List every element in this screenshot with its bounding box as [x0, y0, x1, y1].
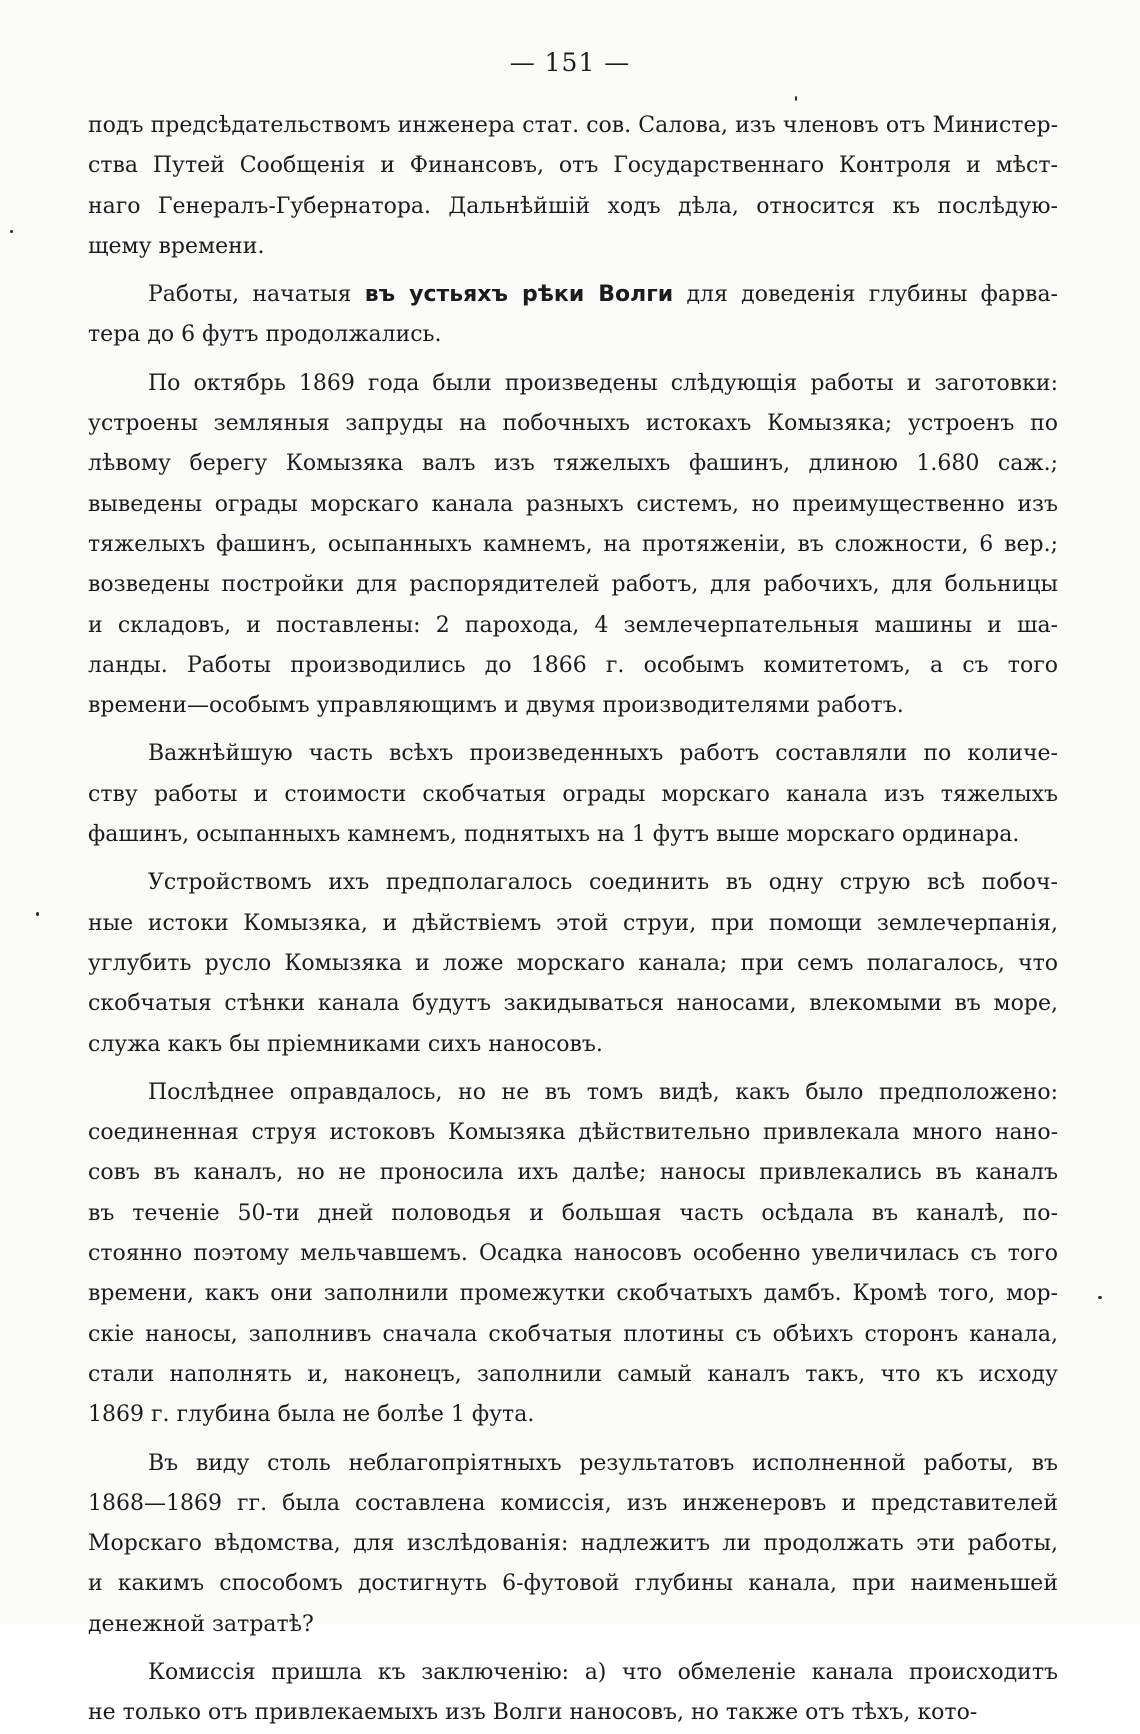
text-line: совъ въ каналъ, но не проносила ихъ далѣе; наносы привлекались въ каналъ — [88, 1160, 1058, 1186]
text-line: ланды. Работы производились до 1866 г. особымъ комитетомъ, а съ того — [88, 652, 1058, 678]
paragraph-gap — [88, 726, 1058, 734]
text-line: времени, какъ они заполнили промежутки скобчатыхъ дамбъ. Кромѣ того, мор- — [88, 1281, 1058, 1307]
text-line: не только отъ привлекаемыхъ изъ Волги наносовъ, но также отъ тѣхъ, кото- — [88, 1700, 978, 1726]
text-line: фашинъ, осыпанныхъ камнемъ, поднятыхъ на 1 футъ выше морскаго ординара. — [88, 822, 1020, 848]
text-line: Морскаго вѣдомства, для изслѣдованія: надлежитъ ли продолжать эти работы, — [88, 1531, 1058, 1557]
paragraph — [88, 734, 1058, 855]
paragraph — [88, 275, 1058, 356]
text-line: возведены постройки для распорядителей работъ, для рабочихъ, для больницы — [88, 572, 1058, 598]
text-line: щему времени. — [88, 233, 265, 259]
paragraph-gap — [88, 1645, 1058, 1653]
text-run: для доведенія глубины фарва- — [673, 282, 1058, 308]
text-line: времени—особымъ управляющимъ и двумя производителями работъ. — [88, 693, 904, 719]
text-line: денежной затратѣ? — [88, 1611, 314, 1637]
text-line: 1869 г. глубина была не болѣе 1 фута. — [88, 1402, 535, 1428]
paragraph-gap — [88, 356, 1058, 364]
text-line: и складовъ, и поставлены: 2 парохода, 4 землечерпательныя машины и ша- — [88, 612, 1058, 638]
text-line: скіе наносы, заполнивъ сначала скобчатыя плотины съ обѣихъ сторонъ канала, — [88, 1321, 1058, 1347]
text-line: соединенная струя истоковъ Комызяка дѣйствительно привлекала много нано- — [88, 1120, 1058, 1146]
paragraph — [88, 1653, 1058, 1734]
text-line: Послѣднее оправдалось, но не въ томъ видѣ, какъ было предположено: — [148, 1079, 1058, 1105]
text-line: ству работы и стоимости скобчатыя ограды морскаго канала изъ тяжелыхъ — [88, 781, 1058, 807]
paragraph — [88, 106, 1058, 267]
text-line: стоянно поэтому мельчавшемъ. Осадка наносовъ особенно увеличилась съ того — [88, 1241, 1058, 1267]
text-line: стали наполнять и, наконецъ, заполнили самый каналъ такъ, что къ исходу — [88, 1361, 1058, 1387]
text-line: Въ виду столь неблагопріятныхъ результатовъ исполненной работы, въ — [148, 1450, 1058, 1476]
text-line: въ теченіе 50-ти дней половодья и большая часть осѣдала въ каналѣ, по- — [88, 1200, 1058, 1226]
paragraph — [88, 863, 1058, 1064]
paragraph-gap — [88, 267, 1058, 275]
text-line: ные истоки Комызяка, и дѣйствіемъ этой струи, при помощи землечерпанія, — [88, 910, 1058, 936]
text-line: ства Путей Сообщенія и Финансовъ, отъ Государственнаго Контроля и мѣст- — [88, 153, 1058, 179]
scan-speck — [795, 96, 797, 101]
text-line: лѣвому берегу Комызяка валъ изъ тяжелыхъ фашинъ, длиною 1.680 саж.; — [88, 451, 1058, 477]
text-line: и какимъ способомъ достигнуть 6-футовой глубины канала, при наименьшей — [88, 1571, 1058, 1597]
text-line: скобчатыя стѣнки канала будутъ закидываться наносами, влекомыми въ море, — [88, 991, 1058, 1017]
scan-speck — [10, 230, 13, 233]
text-line: тяжелыхъ фашинъ, осыпанныхъ камнемъ, на протяженіи, въ сложности, 6 вер.; — [88, 531, 1058, 557]
text-line: выведены ограды морскаго канала разныхъ системъ, но преимущественно изъ — [88, 491, 1058, 517]
text-line: тера до 6 футъ продолжались. — [88, 322, 442, 348]
scan-speck — [36, 912, 39, 916]
paragraph — [88, 1073, 1058, 1436]
body-text — [88, 106, 1058, 1734]
text-line: углубить русло Комызяка и ложе морскаго канала; при семъ полагалось, что — [88, 950, 1058, 976]
text-line: подъ предсѣдательствомъ инженера стат. сов. Салова, изъ членовъ отъ Министер- — [88, 113, 1058, 138]
bold-text-run: въ устьяхъ рѣки Волги — [364, 282, 674, 308]
paragraph — [88, 1444, 1058, 1645]
paragraph-gap — [88, 1065, 1058, 1073]
text-run: Работы, начатыя — [148, 282, 365, 308]
text-line: Устройствомъ ихъ предполагалось соединить въ одну струю всѣ побоч- — [148, 870, 1058, 896]
text-line — [88, 275, 1058, 315]
paragraph — [88, 364, 1058, 727]
paragraph-gap — [88, 855, 1058, 863]
page-number: — 151 — — [509, 48, 631, 77]
paragraph-gap — [88, 1436, 1058, 1444]
text-line: служа какъ бы пріемниками сихъ наносовъ. — [88, 1031, 603, 1057]
scan-speck — [1098, 1296, 1102, 1299]
text-line: наго Генералъ-Губернатора. Дальнѣйшій ходъ дѣла, относится къ послѣдую- — [88, 193, 1058, 219]
text-line: устроены земляныя запруды на побочныхъ истокахъ Комызяка; устроенъ по — [88, 411, 1058, 437]
text-line: По октябрь 1869 года были произведены слѣдующія работы и заготовки: — [148, 370, 1058, 396]
text-line: Важнѣйшую часть всѣхъ произведенныхъ работъ составляли по количе- — [148, 741, 1058, 767]
text-line: Комиссія пришла къ заключенію: а) что обмеленіе канала происходитъ — [148, 1659, 1058, 1685]
text-line: 1868—1869 гг. была составлена комиссія, изъ инженеровъ и представителей — [88, 1490, 1058, 1516]
